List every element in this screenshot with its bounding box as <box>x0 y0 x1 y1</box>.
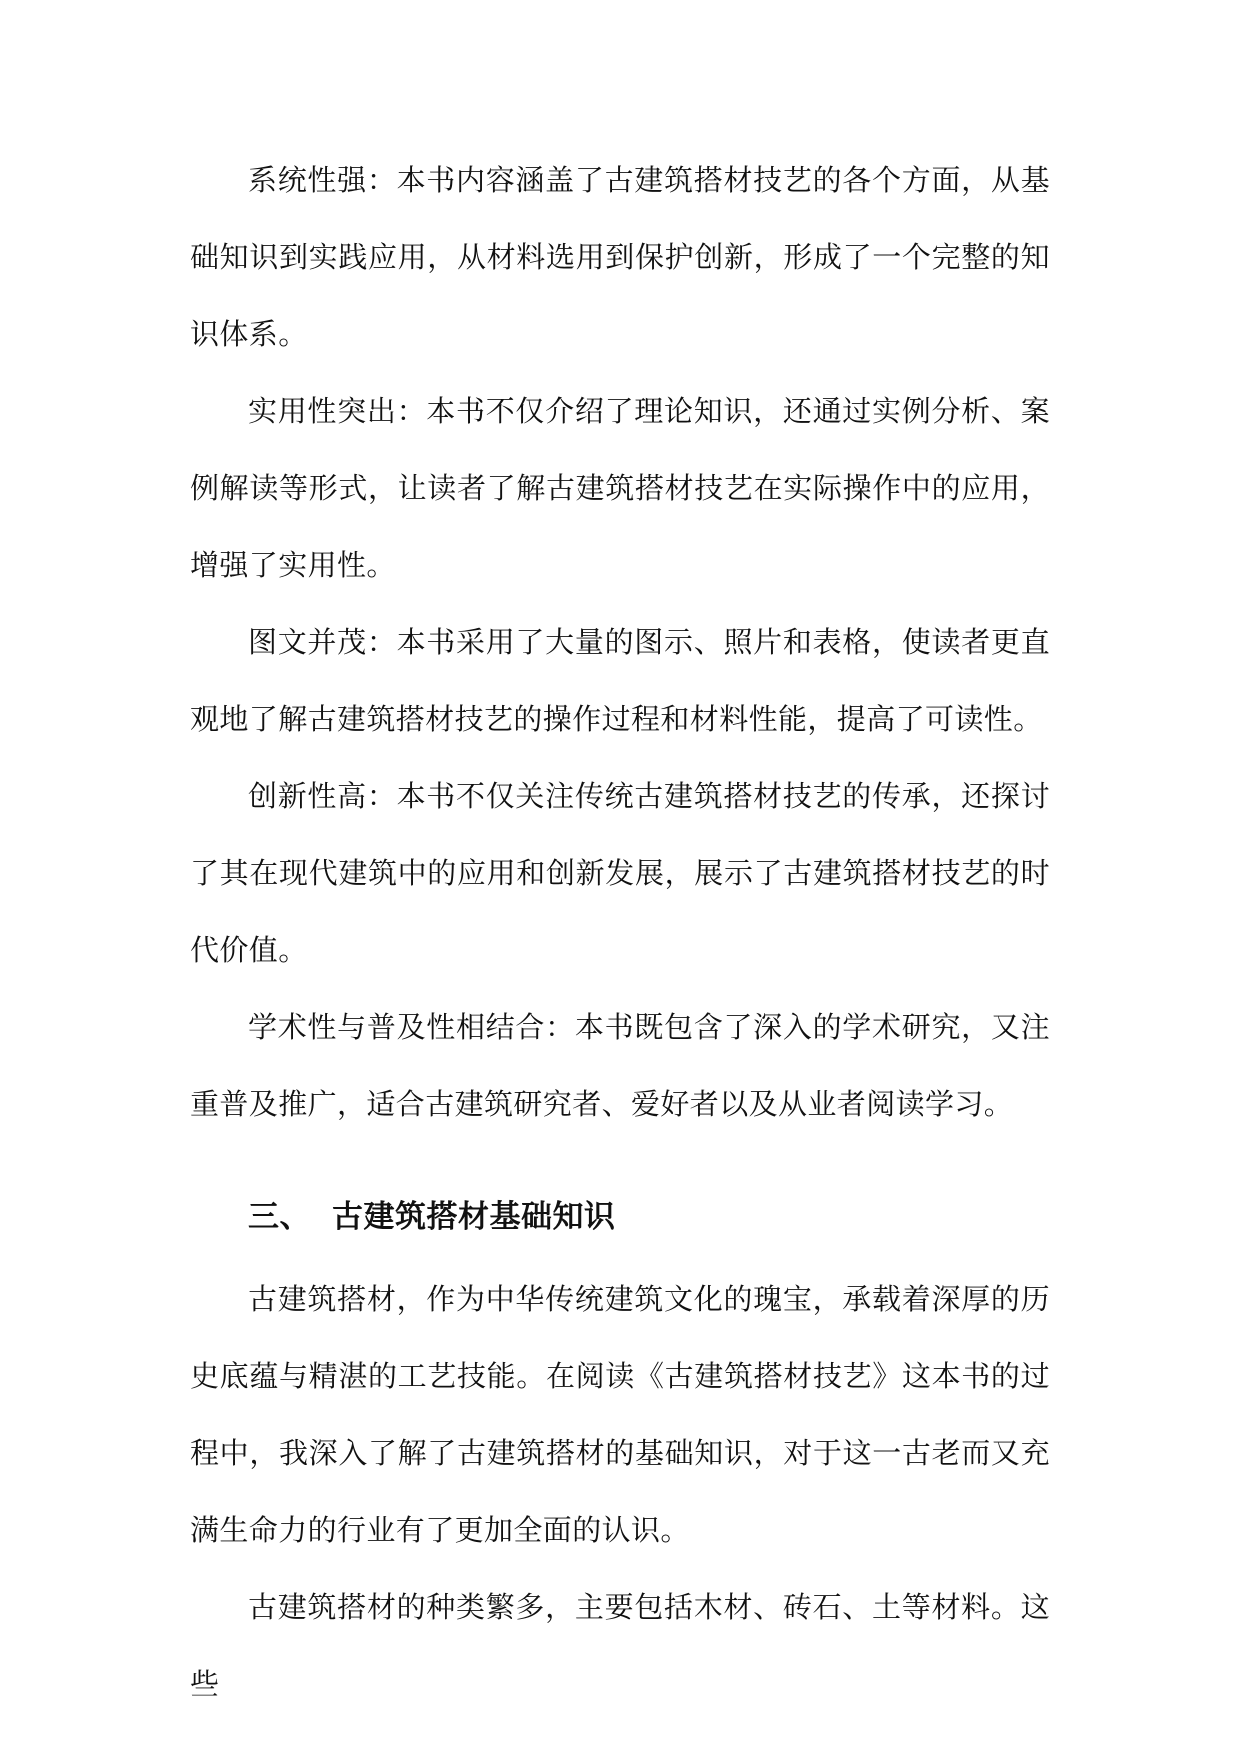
section-heading <box>190 1187 1050 1247</box>
paragraph-illustrated: 图文并茂：本书采用了大量的图示、照片和表格，使读者更直观地了解古建筑搭材技艺的操作过程和材料性能，提高了可读性。 <box>190 625 1050 736</box>
paragraph-systematic: 系统性强：本书内容涵盖了古建筑搭材技艺的各个方面，从基础知识到实践应用，从材料选用到保护创新，形成了一个完整的知识体系。 <box>190 163 1050 351</box>
document-body <box>190 142 1050 1723</box>
paragraph-innovative: 创新性高：本书不仅关注传统古建筑搭材技艺的传承，还探讨了其在现代建筑中的应用和创新发展，展示了古建筑搭材技艺的时代价值。 <box>190 779 1050 967</box>
paragraph-academic-popular: 学术性与普及性相结合：本书既包含了深入的学术研究，又注重普及推广，适合古建筑研究者、爱好者以及从业者阅读学习。 <box>190 1010 1050 1121</box>
paragraph-intro-basics: 古建筑搭材，作为中华传统建筑文化的瑰宝，承载着深厚的历史底蕴与精湛的工艺技能。在阅读《古建筑搭材技艺》这本书的过程中，我深入了解了古建筑搭材的基础知识，对于这一古老而又充满生命力的行业有了更加全面的认识。 <box>190 1282 1050 1547</box>
section-title: 古建筑搭材基础知识 <box>332 1199 616 1235</box>
section-number: 三、 <box>248 1199 311 1235</box>
paragraph-material-types: 古建筑搭材的种类繁多，主要包括木材、砖石、土等材料。这些 <box>190 1590 1050 1701</box>
paragraph-practical: 实用性突出：本书不仅介绍了理论知识，还通过实例分析、案例解读等形式，让读者了解古建筑搭材技艺在实际操作中的应用，增强了实用性。 <box>190 394 1050 582</box>
